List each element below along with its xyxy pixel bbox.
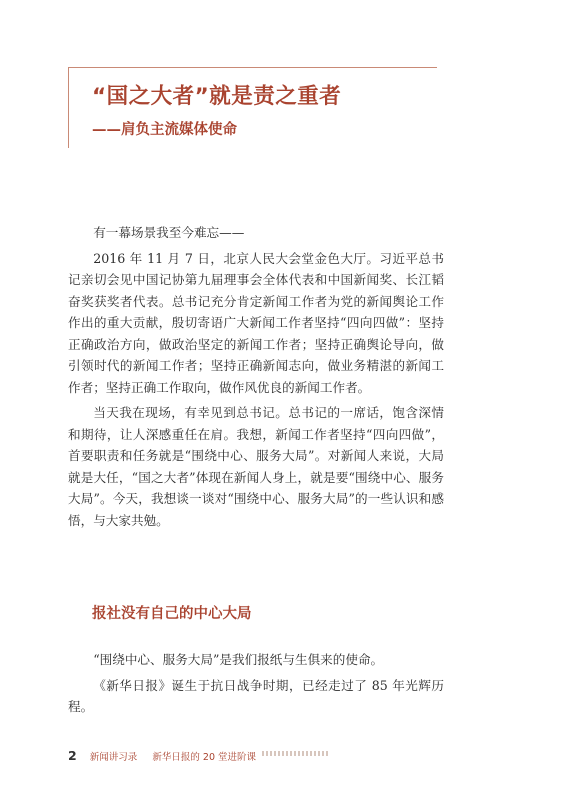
intro-paragraph: 有一幕场景我至今难忘——: [93, 225, 245, 240]
chapter-subtitle: ——肩负主流媒体使命: [92, 122, 237, 138]
book-subtitle: 新华日报的 20 堂进阶课: [152, 752, 257, 763]
page-number: 2: [68, 748, 77, 763]
section-text: [68, 649, 444, 722]
chapter-title: “国之大者”就是责之重者: [92, 84, 342, 109]
section-paragraph: “围绕中心、服务大局”是我们报纸与生俱来的使命。: [93, 652, 384, 667]
footer-dotted-rule: [262, 751, 328, 756]
section-heading: 报社没有自己的中心大局: [92, 606, 252, 622]
page-footer: [68, 745, 256, 764]
section-paragraph: 《新华日报》诞生于抗日战争时期，已经走过了 85 年光辉历程。: [68, 677, 444, 714]
intro-paragraph: 2016 年 11 月 7 日，北京人民大会堂金色大厅。习近平总书记亲切会见中国记协第九届理事会全体代表和中国新闻奖、长江韬奋奖获奖者代表。总书记充分肯定新闻工作者为党的新闻舆论工作作出的重大贡献，殷切寄语广大新闻工作者坚持“四向四做”：坚持正确政治方向，做政治坚定的新闻工作者；坚持正确舆论导向，做引领时代的新闻工作者；坚持正确新闻志向，做业务精湛的新闻工作者；坚持正确工作取向，做作风优良的新闻工作者。: [68, 250, 444, 395]
book-title: 新闻讲习录: [89, 752, 138, 763]
intro-text: [68, 222, 444, 535]
intro-paragraph: 当天我在现场，有幸见到总书记。总书记的一席话，饱含深情和期待，让人深感重任在肩。我想，新闻工作者坚持“四向四做”，首要职责和任务就是“围绕中心、服务大局”。对新闻人来说，大局就是大任，“国之大者”体现在新闻人身上，就是要“围绕中心、服务大局”。今天，我想谈一谈对“围绕中心、服务大局”的一些认识和感悟，与大家共勉。: [68, 405, 444, 528]
